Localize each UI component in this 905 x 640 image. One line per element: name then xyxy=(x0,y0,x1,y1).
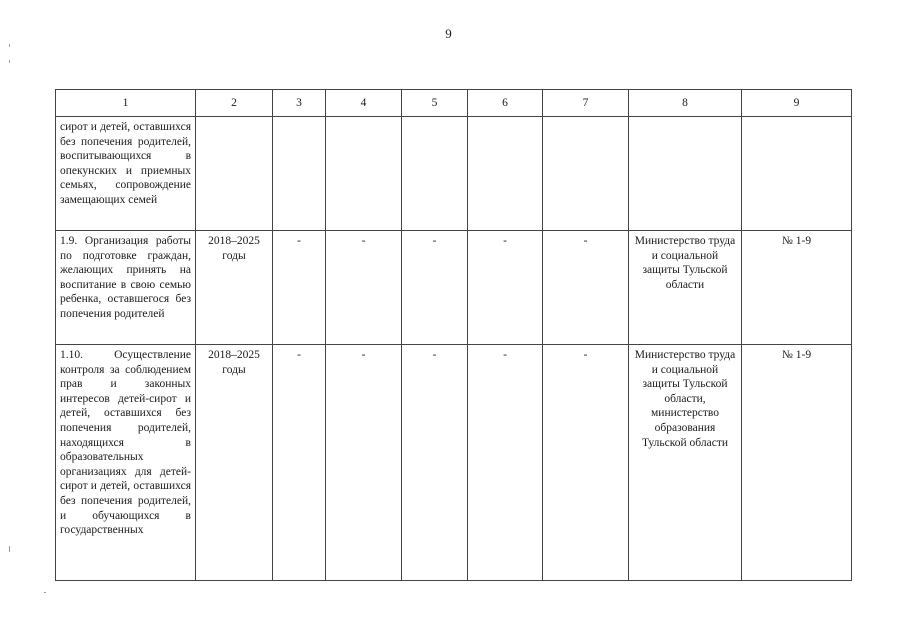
row-responsible xyxy=(629,117,742,231)
row-responsible: Министерство труда и социальной защиты Тульской области xyxy=(629,231,742,345)
header-col-3: 3 xyxy=(273,90,326,117)
row-col5: - xyxy=(402,231,468,345)
row-period: 2018–2025 годы xyxy=(196,345,273,581)
header-row xyxy=(56,90,852,117)
row-col4: - xyxy=(326,231,402,345)
row-col6: - xyxy=(468,231,543,345)
row-activity-text: 1.9. Организация работы по подготовке граждан, желающих принять на воспитание в свою семью ребенка, оставшегося без попечения родителей xyxy=(56,231,196,345)
header-col-2: 2 xyxy=(196,90,273,117)
header-col-8: 8 xyxy=(629,90,742,117)
row-col4 xyxy=(326,117,402,231)
table-row xyxy=(56,117,852,231)
row-col4: - xyxy=(326,345,402,581)
table-row xyxy=(56,231,852,345)
header-col-6: 6 xyxy=(468,90,543,117)
page-number: 9 xyxy=(445,26,452,41)
row-col5 xyxy=(402,117,468,231)
row-col6: - xyxy=(468,345,543,581)
row-col3: - xyxy=(273,231,326,345)
row-col7: - xyxy=(543,345,629,581)
table-row xyxy=(56,345,852,581)
scan-speck xyxy=(9,60,10,63)
row-col3: - xyxy=(273,345,326,581)
program-table xyxy=(55,89,852,581)
row-indicator: № 1-9 xyxy=(742,231,852,345)
row-indicator: № 1-9 xyxy=(742,345,852,581)
row-col7 xyxy=(543,117,629,231)
header-col-5: 5 xyxy=(402,90,468,117)
header-col-7: 7 xyxy=(543,90,629,117)
scan-speck xyxy=(9,44,10,47)
header-col-9: 9 xyxy=(742,90,852,117)
row-col6 xyxy=(468,117,543,231)
row-col7: - xyxy=(543,231,629,345)
row-col3 xyxy=(273,117,326,231)
row-activity-text: сирот и детей, оставшихся без попечения родителей, воспитывающихся в опекунских и приемных семьях, сопровождение замещающих семей xyxy=(56,117,196,231)
row-period xyxy=(196,117,273,231)
header-col-1: 1 xyxy=(56,90,196,117)
scan-speck xyxy=(44,592,46,593)
row-period: 2018–2025 годы xyxy=(196,231,273,345)
scan-speck xyxy=(9,546,10,552)
row-indicator xyxy=(742,117,852,231)
row-activity-text: 1.10. Осуществление контроля за соблюдением прав и законных интересов детей-сирот и детей, оставшихся без попечения родителей, находящихся в образовательных организациях для детей-сирот и детей, оставшихся без попечения родителей, и обучающихся в государственных xyxy=(56,345,196,581)
header-col-4: 4 xyxy=(326,90,402,117)
row-responsible: Министерство труда и социальной защиты Тульской области, министерство образования Тульской области xyxy=(629,345,742,581)
row-col5: - xyxy=(402,345,468,581)
